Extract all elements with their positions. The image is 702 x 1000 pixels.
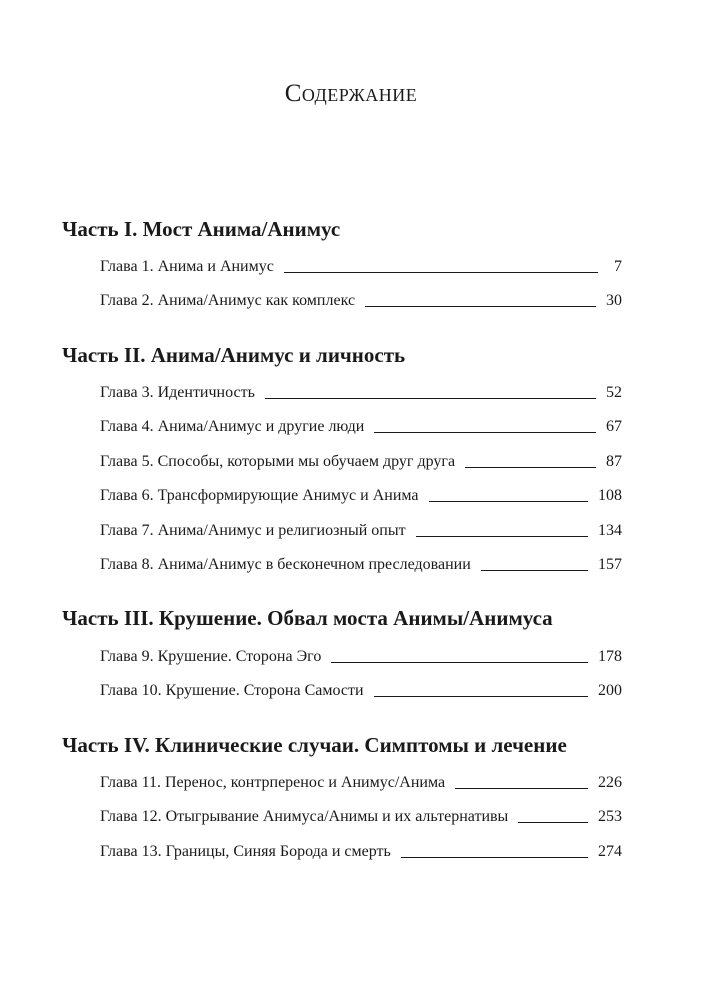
leader-line xyxy=(374,696,588,697)
leader-line xyxy=(429,501,588,502)
toc-entry xyxy=(100,518,622,542)
page-number: 157 xyxy=(598,556,622,573)
page-number: 52 xyxy=(606,384,622,401)
chapter-title: Глава 9. Крушение. Сторона Эго xyxy=(100,648,322,665)
page-number: 274 xyxy=(598,843,622,860)
chapter-title: Глава 3. Идентичность xyxy=(100,384,255,401)
page-number: 7 xyxy=(614,258,622,275)
toc-entry xyxy=(100,254,622,278)
part-heading: Часть III. Крушение. Обвал моста Анимы/Анимуса xyxy=(62,606,553,630)
page-number: 253 xyxy=(598,808,622,825)
chapter-title: Глава 8. Анима/Анимус в бесконечном преследовании xyxy=(100,556,471,573)
page-title: Содержание xyxy=(284,80,418,107)
page-number: 200 xyxy=(598,682,622,699)
page-number: 226 xyxy=(598,774,622,791)
toc-entry xyxy=(100,380,622,404)
leader-line xyxy=(455,788,588,789)
chapter-title: Глава 10. Крушение. Сторона Самости xyxy=(100,682,364,699)
leader-line xyxy=(416,536,588,537)
leader-line xyxy=(481,570,588,571)
toc-entry xyxy=(100,839,622,863)
toc-entry xyxy=(100,678,622,702)
part-heading: Часть II. Анима/Анимус и личность xyxy=(62,343,406,367)
toc-entry xyxy=(100,449,622,473)
page-number: 108 xyxy=(598,487,622,504)
leader-line xyxy=(284,272,598,273)
leader-line xyxy=(465,467,596,468)
page-number: 87 xyxy=(606,453,622,470)
page-number: 67 xyxy=(606,418,622,435)
chapter-title: Глава 7. Анима/Анимус и религиозный опыт xyxy=(100,522,406,539)
chapter-title: Глава 1. Анима и Анимус xyxy=(100,258,274,275)
leader-line xyxy=(401,857,588,858)
leader-line xyxy=(265,398,596,399)
toc-entry xyxy=(100,770,622,794)
chapter-title: Глава 6. Трансформирующие Анимус и Анима xyxy=(100,487,419,504)
page-number: 134 xyxy=(598,522,622,539)
toc-entry xyxy=(100,288,622,312)
chapter-title: Глава 4. Анима/Анимус и другие люди xyxy=(100,418,365,435)
toc-entry xyxy=(100,644,622,668)
toc-entry xyxy=(100,552,622,576)
chapter-title: Глава 5. Способы, которыми мы обучаем друг друга xyxy=(100,453,456,470)
part-heading: Часть IV. Клинические случаи. Симптомы и лечение xyxy=(62,733,567,757)
chapter-title: Глава 12. Отыгрывание Анимуса/Анимы и их альтернативы xyxy=(100,808,509,825)
leader-line xyxy=(518,822,588,823)
page-number: 178 xyxy=(598,648,622,665)
leader-line xyxy=(374,432,596,433)
chapter-title: Глава 11. Перенос, контрперенос и Анимус/Анима xyxy=(100,774,446,791)
toc-entry xyxy=(100,414,622,438)
leader-line xyxy=(365,306,596,307)
leader-line xyxy=(331,662,588,663)
chapter-title: Глава 13. Границы, Синяя Борода и смерть xyxy=(100,843,391,860)
chapter-title: Глава 2. Анима/Анимус как комплекс xyxy=(100,292,356,309)
part-heading: Часть I. Мост Анима/Анимус xyxy=(62,217,341,241)
page-number: 30 xyxy=(606,292,622,309)
toc-entry xyxy=(100,804,622,828)
toc-entry xyxy=(100,483,622,507)
